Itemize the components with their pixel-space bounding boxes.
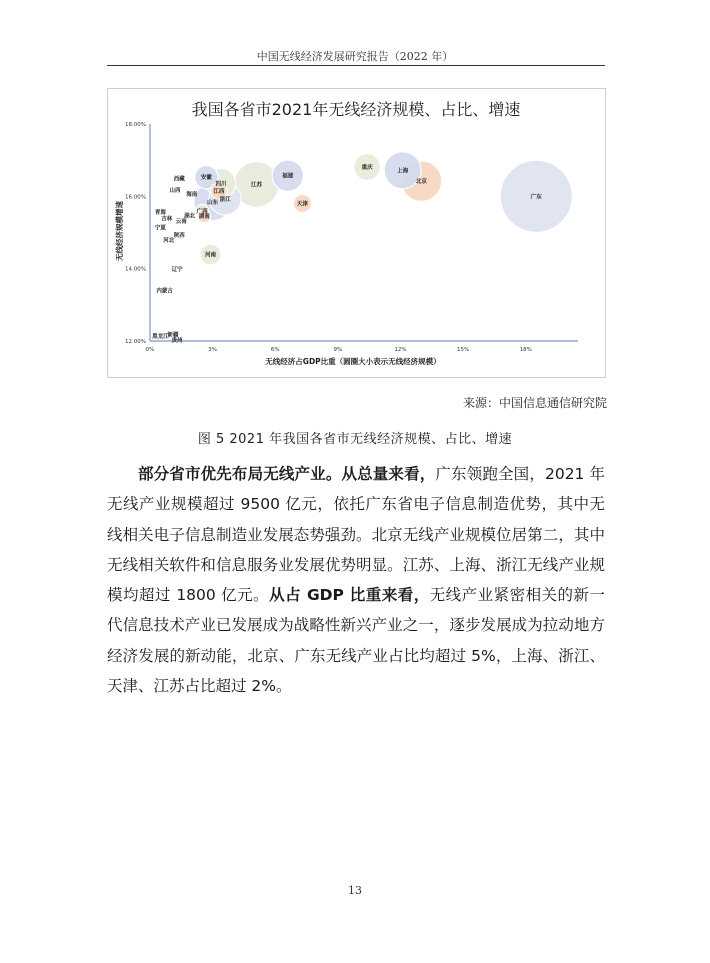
data-label: 内蒙古 <box>156 288 173 295</box>
data-label: 江苏 <box>250 182 262 189</box>
figure-source: 来源：中国信息通信研究院 <box>462 396 607 410</box>
data-label: 天津 <box>296 201 308 208</box>
data-label: 海南 <box>186 191 198 198</box>
body-paragraph <box>107 459 605 701</box>
data-label: 北京 <box>415 179 427 186</box>
chart-plot-area <box>125 122 578 353</box>
data-label: 山东 <box>207 199 219 206</box>
paragraph-text-1: 广东领跑全国，2021 年无线产业规模超过 9500 亿元，依托广东省电子信息制造优势，其中无线相关电子信息制造业发展态势强劲。北京无线产业规模位居第二，其中无线相关软件和信息服务业发展优势明显。江苏、上海、浙江无线产业规模均超过 1800 亿元。 <box>107 465 605 605</box>
data-label: 西藏 <box>173 176 185 183</box>
data-label: 河南 <box>205 252 217 259</box>
data-label: 贵州 <box>171 337 183 344</box>
data-label: 安徽 <box>200 175 212 182</box>
y-tick-label: 12.00% <box>125 339 146 345</box>
y-tick-label: 16.00% <box>125 194 146 201</box>
data-label: 上海 <box>397 168 409 175</box>
x-tick-label: 6% <box>270 347 280 353</box>
data-label: 广西 <box>196 208 208 215</box>
data-label: 广东 <box>530 194 542 201</box>
data-label: 江西 <box>213 188 225 195</box>
x-tick-label: 3% <box>208 347 218 353</box>
data-label: 新疆 <box>167 332 179 339</box>
chart-x-axis-label: 无线经济占GDP比重（圆圈大小表示无线经济规模） <box>265 357 441 366</box>
data-label: 陕西 <box>173 233 185 240</box>
x-tick-label: 18% <box>519 347 532 353</box>
page-number: 13 <box>348 884 362 897</box>
paragraph-text-2: 无线产业紧密相关的新一代信息技术产业已发展成为战略性新兴产业之一，逐步发展成为拉动地方经济发展的新动能，北京、广东无线产业占比均超过 5%，上海、浙江、天津、江苏占比超过 2%。 <box>107 586 605 696</box>
data-label: 四川 <box>215 181 227 188</box>
x-tick-label: 9% <box>333 347 343 353</box>
data-label: 山西 <box>169 187 181 194</box>
data-label: 吉林 <box>161 216 173 223</box>
data-label: 湖南 <box>198 214 210 221</box>
data-label: 河北 <box>163 238 175 245</box>
data-label: 福建 <box>282 173 294 180</box>
page-header: 中国无线经济发展研究报告（2022 年） <box>256 50 454 63</box>
bold-lead-1: 部分省市优先布局无线产业。从总量来看， <box>138 465 436 483</box>
header-rule <box>107 65 605 66</box>
data-label: 云南 <box>175 218 187 225</box>
data-label: 湖北 <box>184 213 196 220</box>
bold-lead-2: 从占 GDP 比重来看， <box>269 586 430 605</box>
chart-y-axis-label: 无线经济规模增速 <box>115 201 124 261</box>
data-label: 辽宁 <box>171 267 183 274</box>
data-label: 宁夏 <box>154 225 166 232</box>
x-tick-label: 12% <box>394 347 407 353</box>
data-label: 重庆 <box>361 165 373 172</box>
data-label: 青海 <box>154 209 166 216</box>
y-tick-label: 14.00% <box>125 266 146 273</box>
y-tick-label: 18.00% <box>125 122 146 128</box>
figure-caption: 图 5 2021 年我国各省市无线经济规模、占比、增速 <box>197 432 513 447</box>
x-tick-label: 15% <box>457 347 470 353</box>
chart-svg <box>108 89 605 377</box>
bubble-chart <box>107 88 606 378</box>
x-tick-label: 0% <box>145 347 155 353</box>
chart-title: 我国各省市2021年无线经济规模、占比、增速 <box>191 100 521 119</box>
data-label: 黑龙江 <box>152 333 169 340</box>
data-label: 浙江 <box>219 196 231 203</box>
